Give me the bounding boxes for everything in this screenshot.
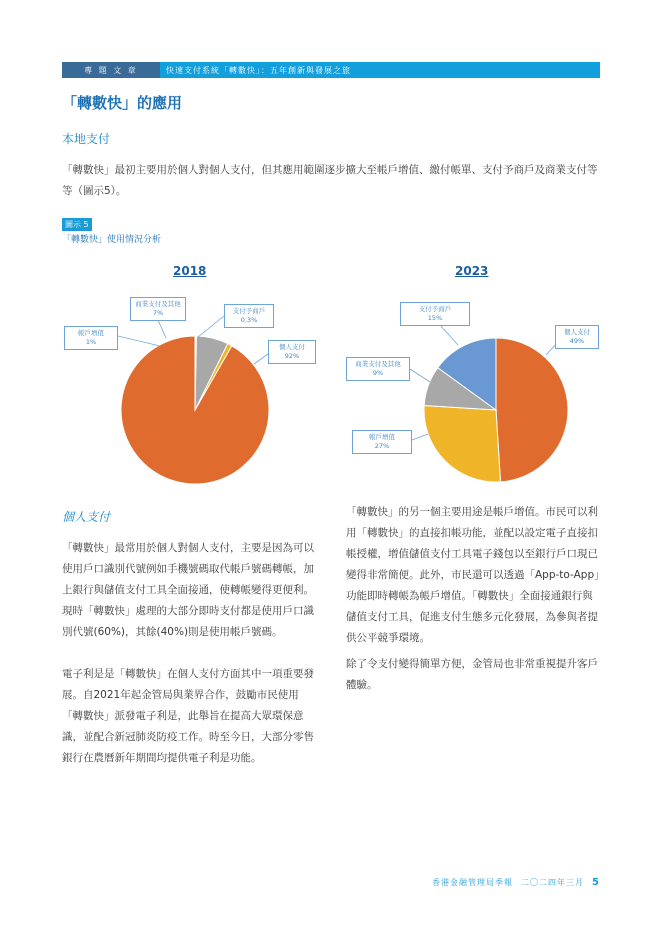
figure-title: 「轉數快」使用情況分析	[62, 235, 162, 245]
local-payment-heading: 本地支付	[62, 132, 111, 146]
callout-value: 27%	[374, 442, 390, 450]
callout-value: 0.3%	[240, 316, 258, 324]
callout-label: 帳戶增值	[369, 433, 395, 441]
chart-2023-title: 2023	[455, 264, 489, 278]
callout-value: 1%	[85, 338, 97, 346]
callout-value: 92%	[284, 352, 300, 360]
callout-value: 7%	[152, 309, 164, 317]
callout-value: 49%	[569, 337, 585, 345]
right-column-para1: 「轉數快」的另一個主要用途是帳戶增值。市民可以利用「轉數快」的直接扣帳功能，並配以設定電子直接扣帳授權，增值儲值支付工具電子錢包以至銀行戶口現已變得非常簡便。此外，市民還可以透過「App-to-App」功能即時轉帳為帳戶增值。「轉數快」全面接通銀行與儲值支付工具，促進支付生態多元化發展，為參與者提供公平競爭環境。	[346, 506, 600, 644]
personal-payment-para2: 電子利是是「轉數快」在個人支付方面其中一項重要發展。自2021年起金管局與業界合作，鼓勵市民使用「轉數快」派發電子利是，此舉旨在提高大眾環保意識，並配合新冠肺炎防疫工作。時至今日，大部分零售銀行在農曆新年期間均提供電子利是功能。	[62, 668, 314, 764]
page-number: 5	[592, 877, 600, 888]
personal-payment-heading: 個人支付	[62, 510, 111, 524]
personal-payment-para1: 「轉數快」最常用於個人對個人支付，主要是因為可以使用戶口識別代號例如手機號碼取代帳戶號碼轉帳，加上銀行與儲值支付工具全面接通，使轉帳變得更便利。現時「轉數快」處理的大部分即時支付都是使用戶口識別代號(60%)，其餘(40%)則是使用帳戶號碼。	[62, 542, 314, 638]
right-column-para2: 除了令支付變得簡單方便，金管局也非常重視提升客戶體驗。	[346, 658, 598, 691]
callout-label: 支付予商戶	[232, 307, 266, 315]
footer-date: 二〇二四年三月	[521, 878, 585, 887]
chart-2018-title: 2018	[173, 264, 207, 278]
callout-label: 商業支付及其他	[355, 360, 401, 368]
figure-badge: 圖示 5	[62, 218, 92, 231]
header-article-title: 快速支付系統「轉數快」：五年創新與發展之旅	[160, 62, 600, 78]
footer-publication: 香港金融管理局季報	[432, 878, 514, 887]
local-payment-paragraph: 「轉數快」最初主要用於個人對個人支付，但其應用範圍逐步擴大至帳戶增值、繳付帳單、支付予商戶及商業支付等等（圖示5）。	[62, 164, 598, 197]
callout-value: 15%	[427, 314, 443, 322]
section-title: 「轉數快」的應用	[62, 94, 183, 112]
callout-label: 支付予商戶	[418, 305, 452, 313]
callout-label: 個人支付	[279, 343, 305, 351]
footer	[432, 877, 600, 888]
callout-label: 商業支付及其他	[135, 300, 181, 308]
callout-label: 個人支付	[564, 328, 590, 336]
header-section-label: 專 題 文 章	[62, 62, 160, 78]
callout-value: 9%	[372, 369, 384, 377]
callout-label: 帳戶增值	[78, 329, 104, 337]
